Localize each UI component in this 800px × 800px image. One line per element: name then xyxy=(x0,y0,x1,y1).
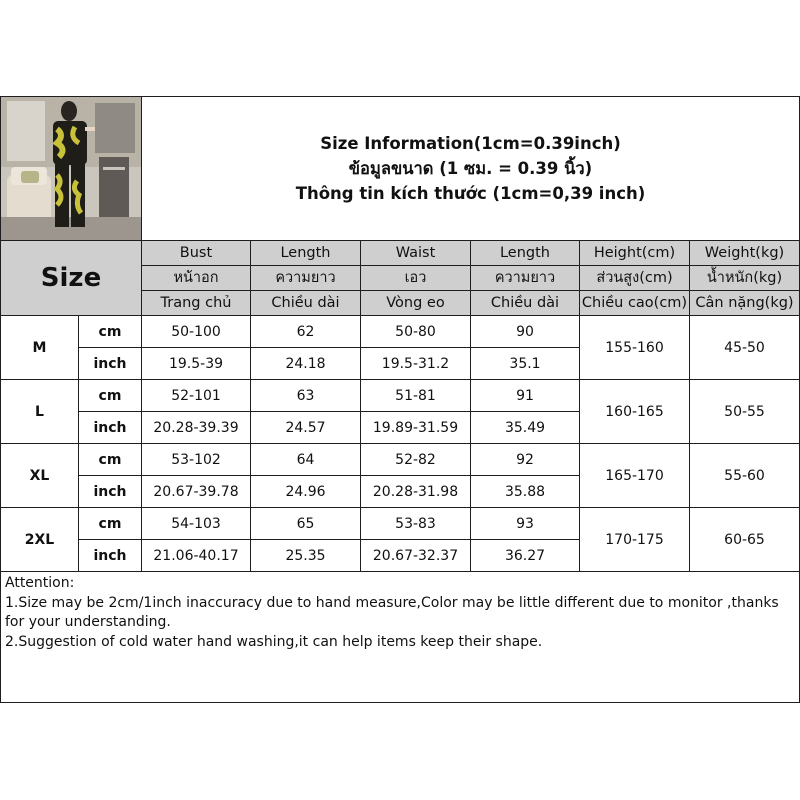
2xl-length-cm: 65 xyxy=(250,507,361,540)
xl-bust-inch: 20.67-39.78 xyxy=(141,475,251,508)
unit-cm: cm xyxy=(78,315,142,348)
xl-weight: 55-60 xyxy=(689,443,800,508)
m-bust-cm: 50-100 xyxy=(141,315,251,348)
title-thai: ข้อมูลขนาด (1 ซม. = 0.39 นิ้ว) xyxy=(348,159,593,178)
header-bust-en: Bust xyxy=(141,240,251,266)
2xl-bust-cm: 54-103 xyxy=(141,507,251,540)
size-header: Size xyxy=(0,240,142,316)
unit-cm: cm xyxy=(78,379,142,412)
xl-length2-inch: 35.88 xyxy=(470,475,580,508)
size-label-2xl: 2XL xyxy=(0,507,79,572)
xl-waist-cm: 52-82 xyxy=(360,443,471,476)
2xl-height: 170-175 xyxy=(579,507,690,572)
m-length2-cm: 90 xyxy=(470,315,580,348)
xl-height: 165-170 xyxy=(579,443,690,508)
size-chart xyxy=(0,96,800,703)
l-length-inch: 24.57 xyxy=(250,411,361,444)
l-length-cm: 63 xyxy=(250,379,361,412)
unit-inch: inch xyxy=(78,475,142,508)
unit-inch: inch xyxy=(78,411,142,444)
header-waist-vi: Vòng eo xyxy=(360,290,471,316)
header-bust-vi: Trang chủ xyxy=(141,290,251,316)
product-photo xyxy=(0,96,142,241)
m-length-cm: 62 xyxy=(250,315,361,348)
l-waist-inch: 19.89-31.59 xyxy=(360,411,471,444)
2xl-length2-inch: 36.27 xyxy=(470,539,580,572)
2xl-weight: 60-65 xyxy=(689,507,800,572)
header-height-vi: Chiều cao(cm) xyxy=(579,290,690,316)
m-waist-inch: 19.5-31.2 xyxy=(360,347,471,380)
header-waist-en: Waist xyxy=(360,240,471,266)
header-length-vi: Chiều dài xyxy=(250,290,361,316)
l-height: 160-165 xyxy=(579,379,690,444)
note-washing: 2.Suggestion of cold water hand washing,it can help items keep their shape. xyxy=(5,633,543,650)
header-length-th: ความยาว xyxy=(250,265,361,291)
title-english: Size Information(1cm=0.39inch) xyxy=(320,134,621,153)
l-bust-cm: 52-101 xyxy=(141,379,251,412)
l-length2-cm: 91 xyxy=(470,379,580,412)
note-measurement: 1.Size may be 2cm/1inch inaccuracy due to hand measure,Color may be little different due to monitor ,thanks for your understanding. xyxy=(5,594,779,630)
xl-length-cm: 64 xyxy=(250,443,361,476)
l-weight: 50-55 xyxy=(689,379,800,444)
2xl-length-inch: 25.35 xyxy=(250,539,361,572)
header-length2-en: Length xyxy=(470,240,580,266)
header-bust-th: หน้าอก xyxy=(141,265,251,291)
2xl-length2-cm: 93 xyxy=(470,507,580,540)
header-height-en: Height(cm) xyxy=(579,240,690,266)
header-weight-vi: Cân nặng(kg) xyxy=(689,290,800,316)
l-length2-inch: 35.49 xyxy=(470,411,580,444)
size-label-m: M xyxy=(0,315,79,380)
xl-length2-cm: 92 xyxy=(470,443,580,476)
2xl-waist-cm: 53-83 xyxy=(360,507,471,540)
2xl-waist-inch: 20.67-32.37 xyxy=(360,539,471,572)
l-waist-cm: 51-81 xyxy=(360,379,471,412)
header-weight-th: น้ำหนัก(kg) xyxy=(689,265,800,291)
m-length2-inch: 35.1 xyxy=(470,347,580,380)
size-label-xl: XL xyxy=(0,443,79,508)
unit-inch: inch xyxy=(78,539,142,572)
unit-cm: cm xyxy=(78,507,142,540)
header-height-th: ส่วนสูง(cm) xyxy=(579,265,690,291)
header-length-en: Length xyxy=(250,240,361,266)
m-bust-inch: 19.5-39 xyxy=(141,347,251,380)
xl-waist-inch: 20.28-31.98 xyxy=(360,475,471,508)
l-bust-inch: 20.28-39.39 xyxy=(141,411,251,444)
header-length2-th: ความยาว xyxy=(470,265,580,291)
header-weight-en: Weight(kg) xyxy=(689,240,800,266)
m-length-inch: 24.18 xyxy=(250,347,361,380)
attention-heading: Attention: xyxy=(5,575,75,591)
xl-bust-cm: 53-102 xyxy=(141,443,251,476)
unit-inch: inch xyxy=(78,347,142,380)
header-length2-vi: Chiều dài xyxy=(470,290,580,316)
attention-notes xyxy=(0,571,800,703)
xl-length-inch: 24.96 xyxy=(250,475,361,508)
unit-cm: cm xyxy=(78,443,142,476)
header-waist-th: เอว xyxy=(360,265,471,291)
2xl-bust-inch: 21.06-40.17 xyxy=(141,539,251,572)
product-photo-image xyxy=(1,97,141,240)
title-box xyxy=(141,96,800,241)
m-waist-cm: 50-80 xyxy=(360,315,471,348)
title-vietnamese: Thông tin kích thước (1cm=0,39 inch) xyxy=(295,184,646,203)
size-label-l: L xyxy=(0,379,79,444)
m-weight: 45-50 xyxy=(689,315,800,380)
m-height: 155-160 xyxy=(579,315,690,380)
